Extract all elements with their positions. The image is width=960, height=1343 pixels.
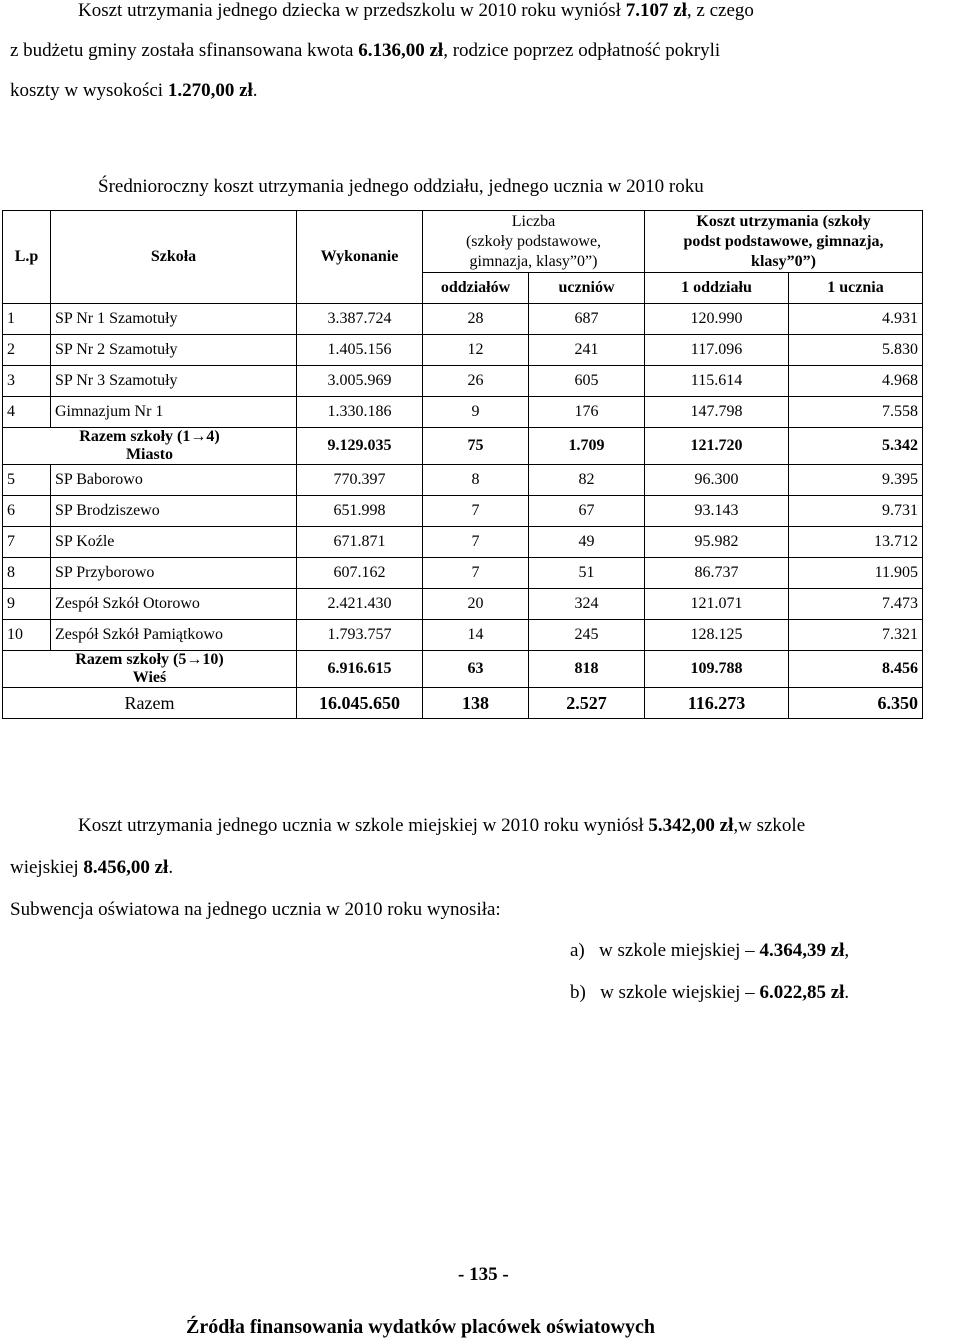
cell-lp: 8 — [3, 558, 51, 589]
header-execution: Wykonanie — [297, 211, 423, 304]
subtotal-village-branches: 63 — [423, 651, 529, 688]
cell-lp: 4 — [3, 397, 51, 428]
summary-line-1 — [78, 815, 805, 837]
cell-per-branch: 86.737 — [645, 558, 789, 589]
cell-per-student: 9.731 — [789, 496, 923, 527]
summary-text: . — [168, 857, 174, 878]
list-text: w szkole miejskiej – — [599, 940, 760, 961]
table-row — [3, 397, 923, 428]
intro-text: koszty w wysokości — [10, 80, 168, 101]
cell-students: 49 — [529, 527, 645, 558]
intro-text: , z czego — [686, 0, 754, 21]
cell-per-student: 5.830 — [789, 335, 923, 366]
page-number: - 135 - — [458, 1264, 509, 1285]
list-marker: b) — [570, 982, 586, 1003]
group1-rows — [3, 304, 923, 428]
intro-line-2 — [10, 40, 720, 62]
list-marker: a) — [570, 940, 585, 961]
list-text: . — [844, 982, 850, 1003]
parents-amount: 1.270,00 zł — [167, 80, 253, 101]
cell-students: 51 — [529, 558, 645, 589]
subsidy-city-value: 4.364,39 zł — [759, 940, 845, 961]
header-cost-line: Koszt utrzymania (szkoły — [696, 212, 871, 230]
cell-per-branch: 117.096 — [645, 335, 789, 366]
header-count-line: Liczba — [511, 212, 556, 230]
cell-school: SP Brodziszewo — [51, 496, 297, 527]
subtotal-label-line: Wieś — [132, 669, 167, 686]
table-row — [3, 589, 923, 620]
table-row — [3, 558, 923, 589]
cell-lp: 9 — [3, 589, 51, 620]
cell-per-branch: 121.071 — [645, 589, 789, 620]
cell-per-student: 4.931 — [789, 304, 923, 335]
subtotal-village-per-student: 8.456 — [789, 651, 923, 688]
total-row — [3, 688, 923, 719]
cell-execution: 1.793.757 — [297, 620, 423, 651]
cell-students: 67 — [529, 496, 645, 527]
cell-per-branch: 120.990 — [645, 304, 789, 335]
header-per-branch: 1 oddziału — [645, 273, 789, 304]
cell-lp: 7 — [3, 527, 51, 558]
footer-title: Źródła finansowania wydatków placówek oświatowych — [186, 1316, 655, 1338]
cell-school: Zespół Szkół Pamiątkowo — [51, 620, 297, 651]
header-lp: L.p — [3, 211, 51, 304]
list-text: , — [844, 940, 850, 961]
header-branches: oddziałów — [423, 273, 529, 304]
intro-text: z budżetu gminy została sfinansowana kwota — [10, 40, 359, 61]
subtotal-city-per-branch: 121.720 — [645, 428, 789, 465]
cell-students: 605 — [529, 366, 645, 397]
header-count — [423, 211, 645, 273]
table-row — [3, 366, 923, 397]
cell-execution: 651.998 — [297, 496, 423, 527]
intro-text: Koszt utrzymania jednego dziecka w przedszkolu w 2010 roku wyniósł — [78, 0, 626, 21]
cost-table — [2, 210, 923, 719]
cell-per-branch: 96.300 — [645, 465, 789, 496]
cell-students: 687 — [529, 304, 645, 335]
cell-students: 82 — [529, 465, 645, 496]
table-row — [3, 496, 923, 527]
cell-students: 245 — [529, 620, 645, 651]
cell-execution: 2.421.430 — [297, 589, 423, 620]
cell-per-student: 13.712 — [789, 527, 923, 558]
cell-execution: 770.397 — [297, 465, 423, 496]
subtotal-city-branches: 75 — [423, 428, 529, 465]
budget-amount: 6.136,00 zł — [358, 40, 444, 61]
cell-branches: 7 — [423, 558, 529, 589]
subtotal-label-line: Razem szkoły (5→10) — [75, 651, 224, 668]
header-school: Szkoła — [51, 211, 297, 304]
table-row — [3, 620, 923, 651]
cell-execution: 607.162 — [297, 558, 423, 589]
cell-lp: 10 — [3, 620, 51, 651]
subtotal-city-label — [3, 428, 297, 465]
cell-branches: 28 — [423, 304, 529, 335]
header-cost — [645, 211, 923, 273]
header-count-line: gimnazja, klasy”0”) — [469, 252, 598, 270]
cell-per-branch: 93.143 — [645, 496, 789, 527]
subsidy-item-a — [570, 940, 849, 962]
cell-branches: 8 — [423, 465, 529, 496]
cell-students: 241 — [529, 335, 645, 366]
intro-line-1 — [78, 0, 754, 22]
subtotal-label-line: Razem szkoły (1→4) — [79, 428, 220, 445]
subtotal-village-execution: 6.916.615 — [297, 651, 423, 688]
subtotal-city-students: 1.709 — [529, 428, 645, 465]
cell-school: SP Nr 2 Szamotuły — [51, 335, 297, 366]
cell-branches: 26 — [423, 366, 529, 397]
table-row — [3, 304, 923, 335]
total-per-student: 6.350 — [789, 688, 923, 719]
total-label: Razem — [3, 688, 297, 719]
subtotal-village-per-branch: 109.788 — [645, 651, 789, 688]
cell-lp: 6 — [3, 496, 51, 527]
intro-text: , rodzice poprzez odpłatność pokryli — [443, 40, 721, 61]
cell-school: SP Baborowo — [51, 465, 297, 496]
village-student-cost: 8.456,00 zł — [83, 857, 169, 878]
cell-school: SP Przyborowo — [51, 558, 297, 589]
cell-branches: 7 — [423, 527, 529, 558]
subtotal-village-label — [3, 651, 297, 688]
cell-execution: 3.387.724 — [297, 304, 423, 335]
header-cost-line: podst podstawowe, gimnazja, — [683, 232, 884, 250]
subtotal-label-line: Miasto — [125, 446, 174, 463]
cell-per-student: 9.395 — [789, 465, 923, 496]
summary-text: wiejskiej — [10, 857, 84, 878]
list-text: w szkole wiejskiej – — [600, 982, 760, 1003]
cell-school: Gimnazjum Nr 1 — [51, 397, 297, 428]
table-row — [3, 527, 923, 558]
cell-per-student: 7.473 — [789, 589, 923, 620]
group2-rows — [3, 465, 923, 651]
cell-lp: 1 — [3, 304, 51, 335]
cell-school: Zespół Szkół Otorowo — [51, 589, 297, 620]
cell-execution: 1.330.186 — [297, 397, 423, 428]
preschool-cost: 7.107 zł — [625, 0, 687, 21]
cell-school: SP Nr 3 Szamotuły — [51, 366, 297, 397]
total-branches: 138 — [423, 688, 529, 719]
subtotal-village-students: 818 — [529, 651, 645, 688]
cell-per-branch: 115.614 — [645, 366, 789, 397]
cell-execution: 3.005.969 — [297, 366, 423, 397]
cell-per-student: 11.905 — [789, 558, 923, 589]
total-execution: 16.045.650 — [297, 688, 423, 719]
subtotal-city-execution: 9.129.035 — [297, 428, 423, 465]
header-row-1 — [3, 211, 923, 273]
intro-line-3 — [10, 80, 258, 102]
cell-lp: 3 — [3, 366, 51, 397]
cell-branches: 9 — [423, 397, 529, 428]
cell-branches: 7 — [423, 496, 529, 527]
cell-lp: 2 — [3, 335, 51, 366]
cell-per-student: 4.968 — [789, 366, 923, 397]
table-title: Średnioroczny koszt utrzymania jednego oddziału, jednego ucznia w 2010 roku — [98, 176, 704, 197]
intro-text: . — [252, 80, 258, 101]
cell-per-branch: 147.798 — [645, 397, 789, 428]
table-row — [3, 465, 923, 496]
cell-school: SP Koźle — [51, 527, 297, 558]
cell-per-branch: 95.982 — [645, 527, 789, 558]
cell-per-student: 7.321 — [789, 620, 923, 651]
cell-per-student: 7.558 — [789, 397, 923, 428]
subtotal-city-row — [3, 428, 923, 465]
cell-per-branch: 128.125 — [645, 620, 789, 651]
cell-students: 176 — [529, 397, 645, 428]
summary-text: ,w szkole — [733, 815, 806, 836]
cell-school: SP Nr 1 Szamotuły — [51, 304, 297, 335]
city-student-cost: 5.342,00 zł — [648, 815, 734, 836]
cell-execution: 1.405.156 — [297, 335, 423, 366]
total-per-branch: 116.273 — [645, 688, 789, 719]
header-students: uczniów — [529, 273, 645, 304]
header-count-line: (szkoły podstawowe, — [465, 232, 602, 250]
summary-line-2 — [10, 857, 173, 879]
header-cost-line: klasy”0”) — [751, 252, 816, 270]
cell-execution: 671.871 — [297, 527, 423, 558]
subtotal-village-row — [3, 651, 923, 688]
header-per-student: 1 ucznia — [789, 273, 923, 304]
table-row — [3, 335, 923, 366]
cell-branches: 12 — [423, 335, 529, 366]
subsidy-item-b — [570, 982, 849, 1004]
total-students: 2.527 — [529, 688, 645, 719]
subtotal-city-per-student: 5.342 — [789, 428, 923, 465]
subsidy-village-value: 6.022,85 zł — [759, 982, 845, 1003]
summary-line-3: Subwencja oświatowa na jednego ucznia w 2010 roku wynosiła: — [10, 899, 501, 920]
cell-branches: 20 — [423, 589, 529, 620]
cell-students: 324 — [529, 589, 645, 620]
cell-lp: 5 — [3, 465, 51, 496]
summary-text: Koszt utrzymania jednego ucznia w szkole miejskiej w 2010 roku wyniósł — [78, 815, 649, 836]
cell-branches: 14 — [423, 620, 529, 651]
